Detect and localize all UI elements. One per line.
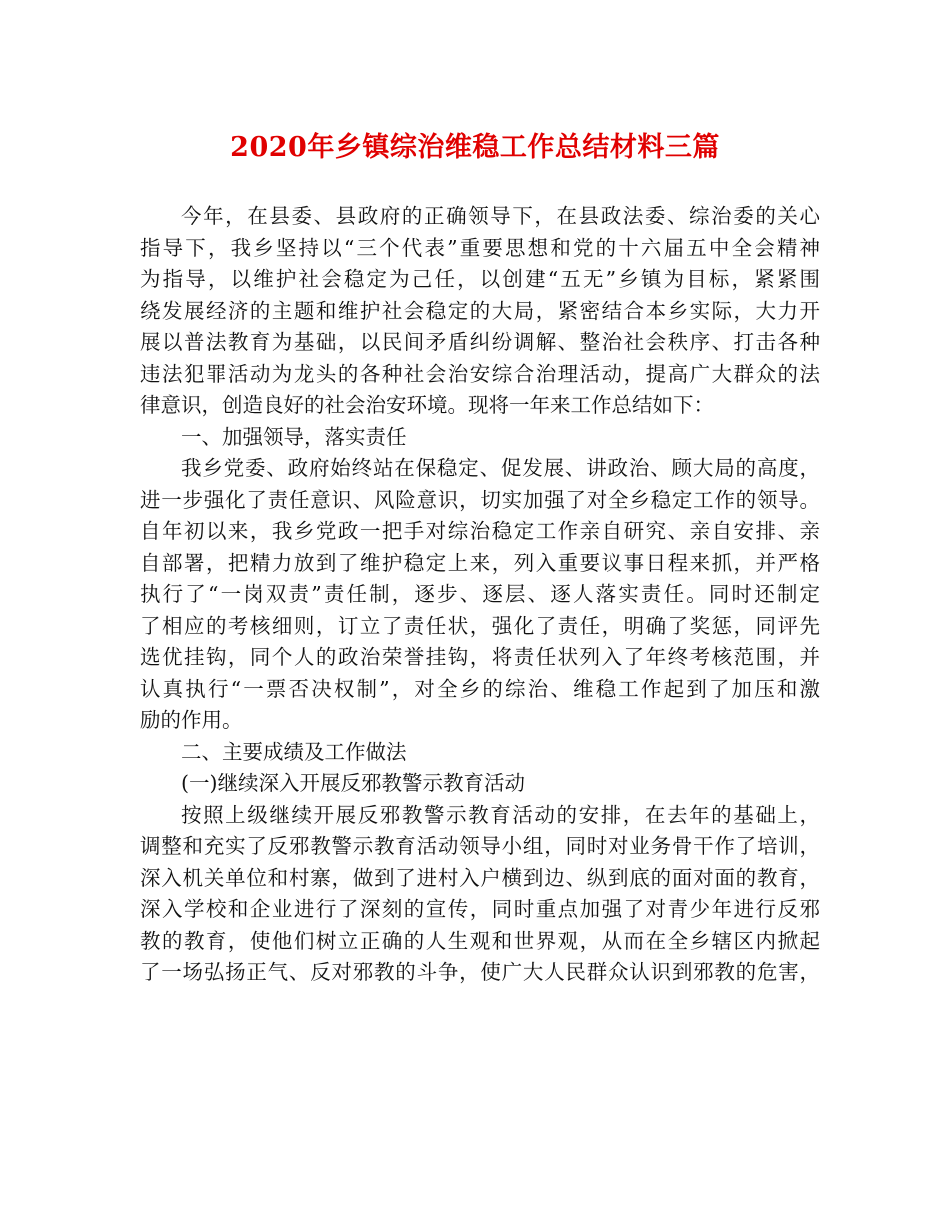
paragraph-line: 教的教育，使他们树立正确的人生观和世界观，从而在全乡辖区内掀起 [140, 928, 820, 953]
document-body [140, 201, 820, 989]
paragraph-line: (一)继续深入开展反邪教警示教育活动 [181, 771, 525, 795]
paragraph-line: 律意识，创造良好的社会治安环境。现将一年来工作总结如下： [140, 393, 714, 417]
paragraph-line: 执行了“一岗双责”责任制，逐步、逐层、逐人落实责任。同时还制定 [140, 582, 820, 606]
document-title: 2020年乡镇综治维稳工作总结材料三篇 [230, 132, 720, 163]
paragraph-line: 自部署，把精力放到了维护稳定上来，列入重要议事日程来抓，并严格 [140, 550, 820, 575]
paragraph-line: 了相应的考核细则，订立了责任状，强化了责任，明确了奖惩，同评先 [140, 613, 820, 638]
paragraph-line: 展以普法教育为基础，以民间矛盾纠纷调解、整治社会秩序、打击各种 [140, 330, 820, 354]
paragraph-line: 励的作用。 [140, 708, 243, 732]
paragraph-line: 自年初以来，我乡党政一把手对综治稳定工作亲自研究、亲自安排、亲 [140, 519, 820, 543]
paragraph-line: 选优挂钩，同个人的政治荣誉挂钩，将责任状列入了年终考核范围，并 [140, 645, 820, 669]
paragraph-line: 今年，在县委、县政府的正确领导下，在县政法委、综治委的关心 [181, 204, 820, 228]
paragraph-line: 了一场弘扬正气、反对邪教的斗争，使广大人民群众认识到邪教的危害， [140, 960, 820, 984]
paragraph-line: 按照上级继续开展反邪教警示教育活动的安排，在去年的基础上， [181, 802, 820, 827]
paragraph-line: 认真执行“一票否决权制”，对全乡的综治、维稳工作起到了加压和激 [140, 676, 820, 701]
paragraph-line: 违法犯罪活动为龙头的各种社会治安综合治理活动，提高广大群众的法 [140, 361, 820, 386]
paragraph-line: 绕发展经济的主题和维护社会稳定的大局，紧密结合本乡实际，大力开 [140, 298, 820, 323]
paragraph-line: 二、主要成绩及工作做法 [181, 739, 407, 764]
paragraph-line: 深入机关单位和村寨，做到了进村入户横到边、纵到底的面对面的教育， [140, 865, 820, 890]
paragraph-line: 我乡党委、政府始终站在保稳定、促发展、讲政治、顾大局的高度， [181, 456, 820, 480]
paragraph-line: 深入学校和企业进行了深刻的宣传，同时重点加强了对青少年进行反邪 [140, 897, 820, 921]
paragraph-line: 一、加强领导，落实责任 [181, 424, 407, 449]
paragraph-line: 指导下，我乡坚持以“三个代表”重要思想和党的十六届五中全会精神 [140, 235, 820, 260]
paragraph-line: 为指导，以维护社会稳定为己任，以创建“五无”乡镇为目标，紧紧围 [140, 267, 820, 291]
paragraph-line: 调整和充实了反邪教警示教育活动领导小组，同时对业务骨干作了培训， [140, 834, 820, 858]
paragraph-line: 进一步强化了责任意识、风险意识，切实加强了对全乡稳定工作的领导。 [140, 487, 820, 512]
